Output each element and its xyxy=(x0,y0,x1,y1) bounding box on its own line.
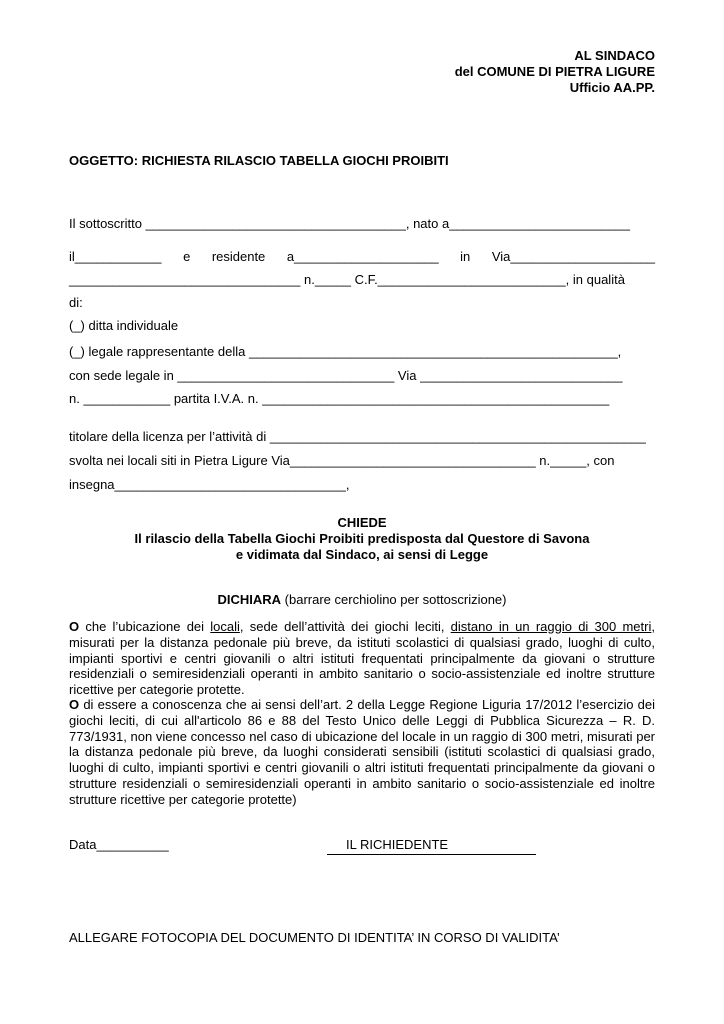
checkbox-circle-icon[interactable]: O xyxy=(69,619,80,634)
dichiara-heading xyxy=(0,592,724,608)
addressee-line-2: del COMUNE DI PIETRA LIGURE xyxy=(454,64,655,79)
date-field: Data__________ xyxy=(69,837,169,852)
form-row-residenza-part: a____________________ xyxy=(286,249,439,264)
subject-line: OGGETTO: RICHIESTA RILASCIO TABELLA GIOCHI PROIBITI xyxy=(69,153,449,168)
form-row-residenza-part: il____________ xyxy=(69,249,162,264)
form-row-residenza-part: residente xyxy=(211,249,266,264)
declaration-underlined: locali xyxy=(210,619,240,634)
form-row-locali: svolta nei locali siti in Pietra Ligure Via__________________________________ n._____, con xyxy=(69,453,615,468)
declaration-text: che l’ubicazione dei xyxy=(79,619,211,634)
form-row-residenza xyxy=(69,249,655,265)
addressee-block xyxy=(455,48,655,96)
addressee-line-1: AL SINDACO xyxy=(574,48,655,63)
declaration-underlined: distano in un raggio di 300 metri xyxy=(450,619,652,634)
chiede-line-1: Il rilascio della Tabella Giochi Proibiti predisposta dal Questore di Savona xyxy=(134,531,590,546)
form-row-licenza: titolare della licenza per l’attività di ____________________________________________________ xyxy=(69,429,646,444)
form-row-residenza-part: Via____________________ xyxy=(491,249,655,264)
form-row-partita-iva: n. ____________ partita I.V.A. n. ________________________________________________ xyxy=(69,391,610,406)
form-row-di: di: xyxy=(69,295,83,310)
declaration-conoscenza xyxy=(69,697,655,808)
dichiara-note: (barrare cerchiolino per sottoscrizione) xyxy=(281,592,507,607)
checkbox-circle-icon[interactable]: O xyxy=(69,697,80,712)
form-row-codice-fiscale: ________________________________ n._____ C.F.__________________________, in qualità xyxy=(69,272,625,287)
addressee-line-3: Ufficio AA.PP. xyxy=(569,80,655,95)
dichiara-title: DICHIARA xyxy=(217,592,282,607)
form-row-legale-rappresentante: (_) legale rappresentante della ___________________________________________________, xyxy=(69,344,622,359)
form-row-ditta-individuale: (_) ditta individuale xyxy=(69,318,179,333)
applicant-label: IL RICHIEDENTE xyxy=(346,837,449,852)
form-row-residenza-part: in xyxy=(460,249,471,264)
declaration-text: di essere a conoscenza che ai sensi dell’art. 2 della Legge Regione Liguria 17/2012 l’esercizio dei giochi leciti, di cui all'articolo 86 e 88 del Testo Unico delle Leggi di Pubblica Sicurezza – R. D. 773/1931, non viene concesso nel caso di ubicazione del locale in un raggio di 300 metri, misurati per la distanza pedonale più breve, da luoghi considerati sensibili (istituti scolastici di qualsiasi grado, luoghi di culto, impianti sportivi e centri giovanili o altri istituti frequentati principalmente da giovani o strutture residenziali o semiresidenziali operanti in ambito sanitario o socio-assistenziale ed inoltre strutture ricettive per categorie protette) xyxy=(69,697,655,807)
form-row-sottoscritto: Il sottoscritto ____________________________________, nato a_________________________ xyxy=(69,216,630,231)
attachment-note: ALLEGARE FOTOCOPIA DEL DOCUMENTO DI IDENTITA’ IN CORSO DI VALIDITA’ xyxy=(69,930,560,945)
form-row-sede-legale: con sede legale in ______________________________ Via ____________________________ xyxy=(69,368,623,383)
declaration-text: , sede dell’attività dei giochi leciti, xyxy=(239,619,451,634)
form-row-residenza-part: e xyxy=(183,249,191,264)
declaration-locali xyxy=(69,619,655,698)
chiede-heading: CHIEDE xyxy=(337,515,387,530)
declaration-text: , misurati per la distanza pedonale più breve, da istituti scolastici di qualsiasi grado, luoghi di culto, impianti sportivi e centri giovanili o altri istituti frequentati principalmente da giovani o strutture residenziali o semiresidenziali operanti in ambito sanitario o socio-assistenziale ed inoltre strutture ricettive per categorie protette. xyxy=(69,619,655,698)
form-row-insegna: insegna________________________________, xyxy=(69,477,350,492)
chiede-line-2: e vidimata dal Sindaco, ai sensi di Legge xyxy=(235,547,489,562)
signature-line[interactable] xyxy=(327,853,536,855)
